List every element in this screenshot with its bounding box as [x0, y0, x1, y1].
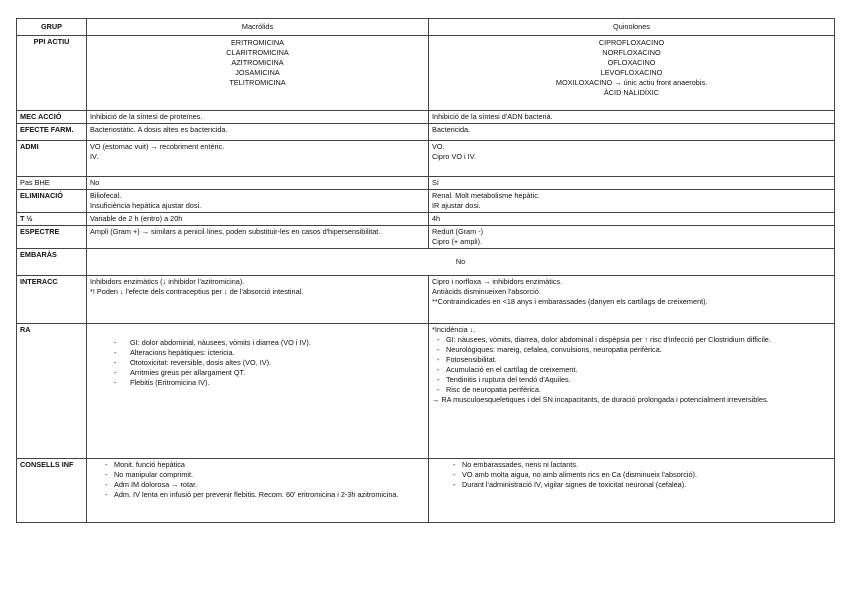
text-line: Antiàcids disminueixen l'absorció. — [432, 287, 541, 296]
cell-ppi-quinolones — [429, 36, 835, 111]
list-item: - Monit. funció hepàtica — [114, 460, 425, 470]
drug-name: AZITROMICINA — [231, 58, 284, 67]
drug-name: OFLOXACINO — [607, 58, 656, 67]
row-mecanisme — [17, 111, 835, 124]
drug-name: LEVOFLOXACINO — [600, 68, 663, 77]
list-item: - VO amb molta aigua, no amb aliments rics en Ca (disminueix l'absorció). — [462, 470, 831, 480]
list-item: - Flebitis (Eritromicina IV). — [130, 378, 425, 388]
cell-ra-quinolones — [429, 324, 835, 459]
drug-comparison-sheet — [16, 18, 834, 523]
list-item: - Durant l'administració IV, vigilar signes de toxicitat neuronal (cefalea). — [462, 480, 831, 490]
cell-admi-quinolones — [429, 141, 835, 177]
drug-name: JOSAMICINA — [235, 68, 280, 77]
cell-admi-macrolids — [87, 141, 429, 177]
label-pas-bhe: Pas BHE — [17, 177, 87, 190]
list-item: - Neurològiques: mareig, cefalea, convulsions, neuropatia perifèrica. — [446, 345, 831, 355]
ra-macrolids-list — [90, 338, 425, 388]
text-line: **Contraindicades en <18 anys i embarassades (danyen els cartílags de creixement). — [432, 297, 708, 306]
text-line: Insuficiència hepàtica ajustar dosi. — [90, 201, 202, 210]
text-line: IR ajustar dosi. — [432, 201, 481, 210]
header-macrolids: Macròlids — [87, 19, 429, 36]
text-line: IV. — [90, 152, 99, 161]
row-ppi-actiu — [17, 36, 835, 111]
header-grup: GRUP — [17, 19, 87, 36]
row-t-half — [17, 213, 835, 226]
header-quinolones: Quinolones — [429, 19, 835, 36]
text-line: *! Poden ↓ l'efecte dels contraceptius per ↓ de l'absorció intestinal. — [90, 287, 304, 296]
cell-mecanisme-macrolids: Inhibició de la síntesi de proteïnes. — [87, 111, 429, 124]
row-eliminacio — [17, 190, 835, 213]
text-line: Cipro i norfloxa → inhibidors enzimàtics. — [432, 277, 563, 286]
list-item: - Risc de neuropatia perifèrica. — [446, 385, 831, 395]
list-item: - No manipular comprimit. — [114, 470, 425, 480]
row-interacc — [17, 276, 835, 324]
drug-name: TELITROMICINA — [229, 78, 286, 87]
comparison-table — [16, 18, 835, 523]
ra-tail: → RA musculoesqueletiques i del SN incapacitants, de duració prolongada i potencialment irreversibles. — [432, 395, 769, 404]
cell-efecte-macrolids: Bacteriostàtic. A dosis altes es bactericida. — [87, 124, 429, 141]
drug-name: ERITROMICINA — [230, 38, 285, 47]
list-item: - Adm IM dolorosa → rotar. — [114, 480, 425, 490]
drug-name: ÀCID NALIDÍXIC — [603, 88, 660, 97]
text-line: Inhibidors enzimàtics (↓ inhibidor l'azitromicina). — [90, 277, 245, 286]
label-t-half: T ½ — [17, 213, 87, 226]
cell-embaras: No — [87, 249, 835, 276]
label-ra: RA — [17, 324, 87, 459]
drug-name: CLARITROMICINA — [226, 48, 289, 57]
drug-name: NORFLOXACINO — [602, 48, 661, 57]
row-ra — [17, 324, 835, 459]
label-eliminacio: ELIMINACIÓ — [17, 190, 87, 213]
cell-bhe-macrolids: No — [87, 177, 429, 190]
list-item: - Ototoxicitat: reversible, dosis altes (VO, IV). — [130, 358, 425, 368]
text-line: VO. — [432, 142, 445, 151]
label-consells: CONSELLS INF — [17, 459, 87, 523]
cell-efecte-quinolones: Bactericida. — [429, 124, 835, 141]
cell-ra-macrolids — [87, 324, 429, 459]
cell-consells-quinolones — [429, 459, 835, 523]
list-item: - Alteracions hepàtiques: ictericia. — [130, 348, 425, 358]
consells-macrolids-list — [90, 460, 425, 500]
cell-ppi-macrolids — [87, 36, 429, 111]
label-embaras: EMBARÀS — [17, 249, 87, 276]
text-line: Renal. Molt metabolisme hepàtic. — [432, 191, 540, 200]
text-line: Biliofecal. — [90, 191, 122, 200]
cell-bhe-quinolones: Sí — [429, 177, 835, 190]
row-consells — [17, 459, 835, 523]
cell-t-half-quinolones: 4h — [429, 213, 835, 226]
cell-interacc-macrolids — [87, 276, 429, 324]
ra-quinolones-list — [432, 335, 831, 395]
ra-intro: *Incidència ↓. — [432, 325, 476, 334]
label-admi: ADMI — [17, 141, 87, 177]
row-pas-bhe — [17, 177, 835, 190]
list-item: - No embarassades, nens ni lactants. — [462, 460, 831, 470]
text-line: Cipro VO i IV. — [432, 152, 476, 161]
label-interacc: INTERACC — [17, 276, 87, 324]
list-item: - Tendinitis i ruptura del tendó d'Aquiles. — [446, 375, 831, 385]
cell-consells-macrolids — [87, 459, 429, 523]
list-item: - Fotosensibilitat. — [446, 355, 831, 365]
cell-espectre-macrolids: Ampli (Gram +) → similars a penicil·lines, poden substituir-les en casos d'hipersensibilitat. — [87, 226, 429, 249]
row-espectre — [17, 226, 835, 249]
label-mecanisme: MEC ACCIÓ — [17, 111, 87, 124]
list-item: - Arritmies greus per allargament QT. — [130, 368, 425, 378]
row-efecte — [17, 124, 835, 141]
header-row — [17, 19, 835, 36]
consells-quinolones-list — [432, 460, 831, 490]
label-efecte: EFECTE FARM. — [17, 124, 87, 141]
cell-espectre-quinolones — [429, 226, 835, 249]
drug-name-moxi: MOXILOXACINO → únic actiu front anaerobis. — [555, 78, 708, 87]
row-embaras — [17, 249, 835, 276]
cell-eliminacio-quinolones — [429, 190, 835, 213]
label-ppi-actiu: PPI ACTIU — [17, 36, 87, 111]
text-line: Cipro (+ ampli). — [432, 237, 483, 246]
list-item: - GI: dolor abdominal, nàusees, vòmits i diarrea (VO i IV). — [130, 338, 425, 348]
list-item: - GI: nàusees, vòmits, diarrea, dolor abdominal i dispèpsia per ↑ risc d'infecció per Clostridium difficile. — [446, 335, 831, 345]
list-item: - Adm. IV lenta en infusió per prevenir flebitis. Recom. 60' eritromicina i 2-3h azitromicina. — [114, 490, 425, 500]
cell-t-half-macrolids: Variable de 2 h (eritro) a 20h — [87, 213, 429, 226]
label-espectre: ESPECTRE — [17, 226, 87, 249]
drug-name: CIPROFLOXACINO — [598, 38, 665, 47]
list-item: - Acumulació en el cartílag de creixement. — [446, 365, 831, 375]
text-line: Reduït (Gram -) — [432, 227, 484, 236]
cell-eliminacio-macrolids — [87, 190, 429, 213]
row-admi — [17, 141, 835, 177]
text-line: VO (estomac vuit) → recobriment entèric. — [90, 142, 225, 151]
cell-mecanisme-quinolones: Inhibició de la síntesi d'ADN bacterià. — [429, 111, 835, 124]
cell-interacc-quinolones — [429, 276, 835, 324]
